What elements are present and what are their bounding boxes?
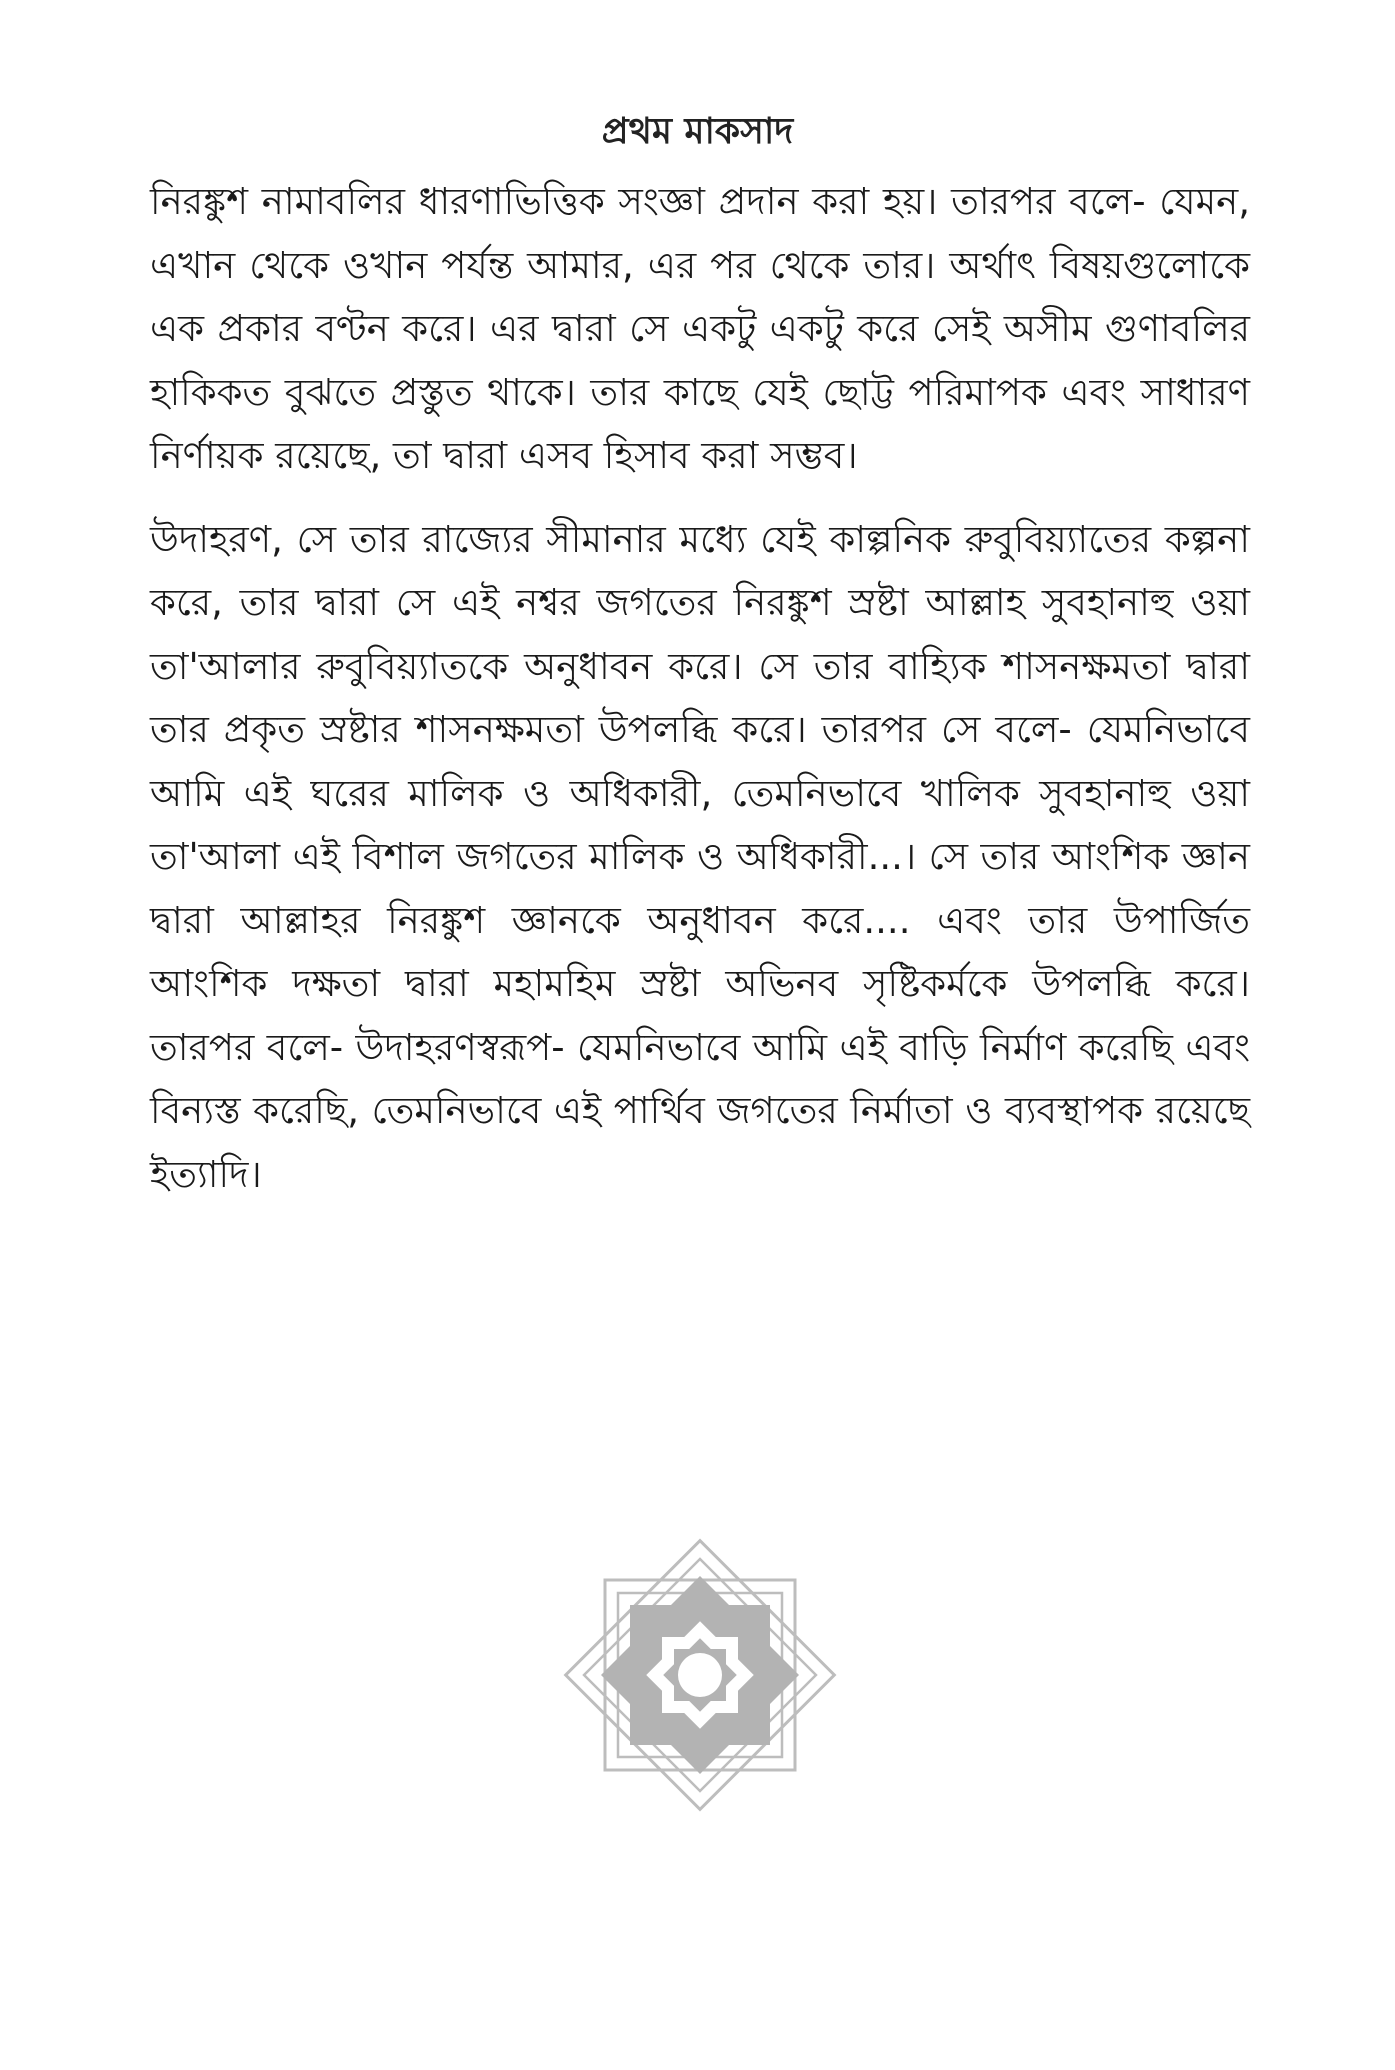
paragraph-1: নিরঙ্কুশ নামাবলির ধারণাভিত্তিক সংজ্ঞা প্রদান করা হয়। তারপর বলে- যেমন, এখান থেকে ওখান পর্যন্ত আমার, এর পর থেকে তার। অর্থাৎ বিষয়গুলোকে এক প্রকার বণ্টন করে। এর দ্বারা সে একটু একটু করে সেই অসীম গুণাবলির হাকিকত বুঝতে প্রস্তুত থাকে। তার কাছে যেই ছোট্ট পরিমাপক এবং সাধারণ নির্ণায়ক রয়েছে, তা দ্বারা এসব হিসাব করা সম্ভব। [150,180,1250,477]
ornament-center [678,1653,722,1697]
body-text [150,170,1250,1206]
islamic-star-ornament-icon [560,1535,840,1815]
running-header-title: প্রথম মাকসাদ [601,111,794,152]
paragraph-2: উদাহরণ, সে তার রাজ্যের সীমানার মধ্যে যেই কাল্পনিক রুবুবিয়্যাতের কল্পনা করে, তার দ্বারা সে এই নশ্বর জগতের নিরঙ্কুশ স্রষ্টা আল্লাহ সুবহানাহু ওয়া তা'আলার রুবুবিয়্যাতকে অনুধাবন করে। সে তার বাহ্যিক শাসনক্ষমতা দ্বারা তার প্রকৃত স্রষ্টার শাসনক্ষমতা উপলব্ধি করে। তারপর সে বলে- যেমনিভাবে আমি এই ঘরের মালিক ও অধিকারী, তেমনিভাবে খালিক সুবহানাহু ওয়া তা'আলা এই বিশাল জগতের মালিক ও অধিকারী...। সে তার আংশিক জ্ঞান দ্বারা আল্লাহর নিরঙ্কুশ জ্ঞানকে অনুধাবন করে.... এবং তার উপার্জিত আংশিক দক্ষতা দ্বারা মহামহিম স্রষ্টা অভিনব সৃষ্টিকর্মকে উপলব্ধি করে। তারপর বলে- উদাহরণস্বরূপ- যেমনিভাবে আমি এই বাড়ি নির্মাণ করেছি এবং বিন্যস্ত করেছি, তেমনিভাবে এই পার্থিব জগতের নির্মাতা ও ব্যবস্থাপক রয়েছে ইত্যাদি। [150,517,1251,1196]
